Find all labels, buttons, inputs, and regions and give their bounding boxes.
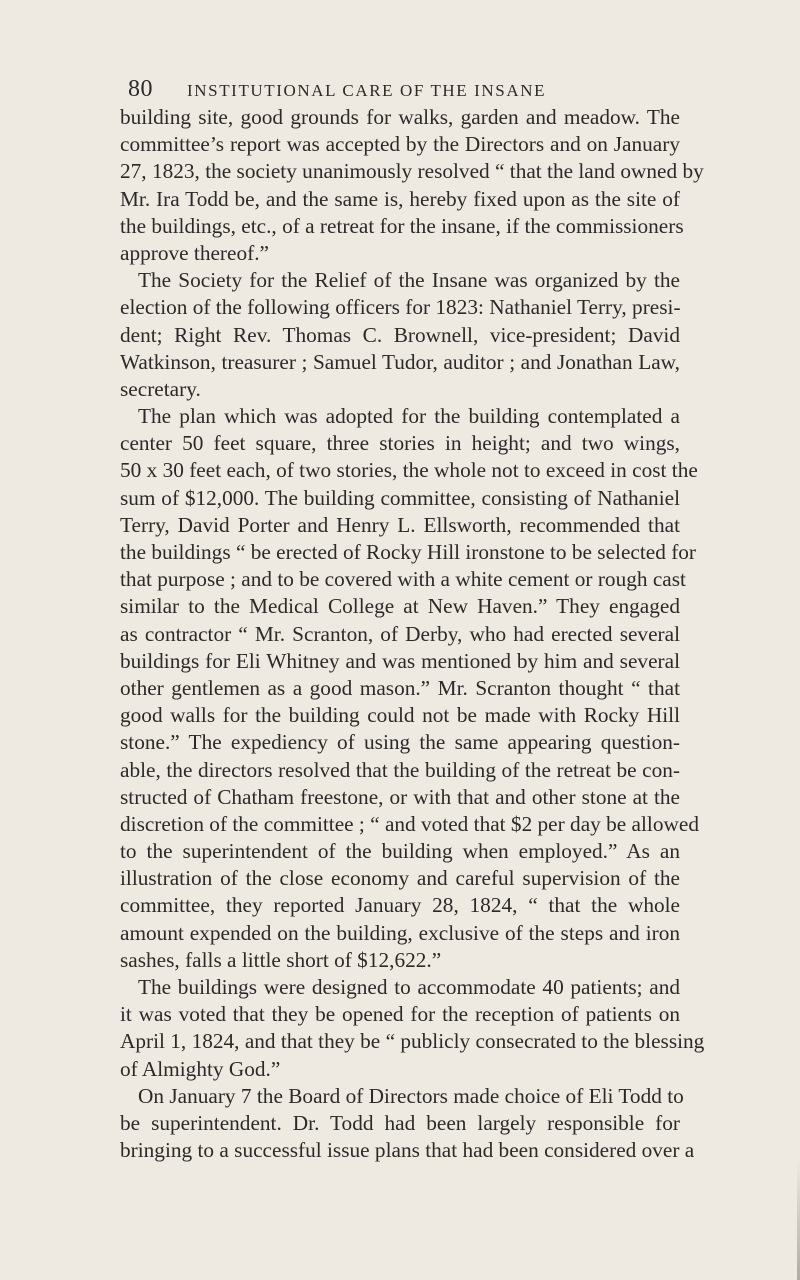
text-line: stone.” The expediency of using the same appearing question- xyxy=(120,730,680,755)
text-line: On January 7 the Board of Directors made choice of Eli Todd to xyxy=(138,1083,684,1108)
text-line: structed of Chatham freestone, or with that and other stone at the xyxy=(120,784,680,809)
text-line: as contractor “ Mr. Scranton, of Derby, who had erected several xyxy=(120,621,680,646)
text-line: The Society for the Relief of the Insane was organized by the xyxy=(138,268,680,293)
text-line: The buildings were designed to accommodate 40 patients; and xyxy=(138,975,680,999)
text-line: sashes, falls a little short of $12,622.” xyxy=(120,947,442,972)
text-line: the buildings “ be erected of Rocky Hill ironstone to be selected for xyxy=(120,540,697,564)
text-line: approve thereof.” xyxy=(120,240,269,265)
text-line: the buildings, etc., of a retreat for the insane, if the commissioners xyxy=(120,213,684,238)
page-number: 80 xyxy=(128,76,153,102)
text-line: 50 x 30 feet each, of two stories, the whole not to exceed in cost the xyxy=(120,458,698,483)
text-line: center 50 feet square, three stories in height; and two wings, xyxy=(120,431,680,456)
text-line: committee’s report was accepted by the Directors and on January xyxy=(120,132,680,157)
text-line: discretion of the committee ; “ and voted that $2 per day be allowed xyxy=(120,811,699,836)
text-line: sum of $12,000. The building committee, consisting of Nathaniel xyxy=(120,485,680,510)
text-line: The plan which was adopted for the building contemplated a xyxy=(138,404,680,429)
text-line: bringing to a successful issue plans that had been considered over a xyxy=(120,1138,695,1163)
text-line: it was voted that they be opened for the reception of patients on xyxy=(120,1002,680,1027)
text-line: similar to the Medical College at New Haven.” They engaged xyxy=(120,594,680,619)
text-line: 27, 1823, the society unanimously resolved “ that the land owned by xyxy=(120,159,704,184)
text-line: building site, good grounds for walks, garden and meadow. The xyxy=(120,105,680,129)
text-line: Watkinson, treasurer ; Samuel Tudor, auditor ; and Jonathan Law, xyxy=(120,349,680,374)
text-line: good walls for the building could not be made with Rocky Hill xyxy=(120,703,680,728)
text-line: committee, they reported January 28, 1824, “ that the whole xyxy=(120,893,680,918)
text-line: buildings for Eli Whitney and was mentioned by him and several xyxy=(120,648,680,673)
page-header xyxy=(128,76,668,100)
text-line: Mr. Ira Todd be, and the same is, hereby fixed upon as the site of xyxy=(120,186,680,211)
text-line: able, the directors resolved that the building of the retreat be con- xyxy=(120,757,680,782)
text-line: amount expended on the building, exclusive of the steps and iron xyxy=(120,920,680,945)
text-line: secretary. xyxy=(120,376,201,401)
text-line: of Almighty God.” xyxy=(120,1056,281,1081)
text-line: April 1, 1824, and that they be “ publicly consecrated to the blessing xyxy=(120,1029,705,1054)
running-head: INSTITUTIONAL CARE OF THE INSANE xyxy=(187,81,547,100)
text-line: illustration of the close economy and careful supervision of the xyxy=(120,866,680,891)
text-line: other gentlemen as a good mason.” Mr. Scranton thought “ that xyxy=(120,675,680,700)
text-line: to the superintendent of the building when employed.” As an xyxy=(120,839,680,864)
text-line: Terry, David Porter and Henry L. Ellsworth, recommended that xyxy=(120,512,680,537)
text-line: election of the following officers for 1823: Nathaniel Terry, presi- xyxy=(120,295,681,320)
text-line: be superintendent. Dr. Todd had been largely responsible for xyxy=(120,1110,680,1135)
text-line: that purpose ; and to be covered with a white cement or rough cast xyxy=(120,567,686,592)
text-line: dent; Right Rev. Thomas C. Brownell, vice-president; David xyxy=(120,322,680,347)
body-text xyxy=(120,104,705,1164)
